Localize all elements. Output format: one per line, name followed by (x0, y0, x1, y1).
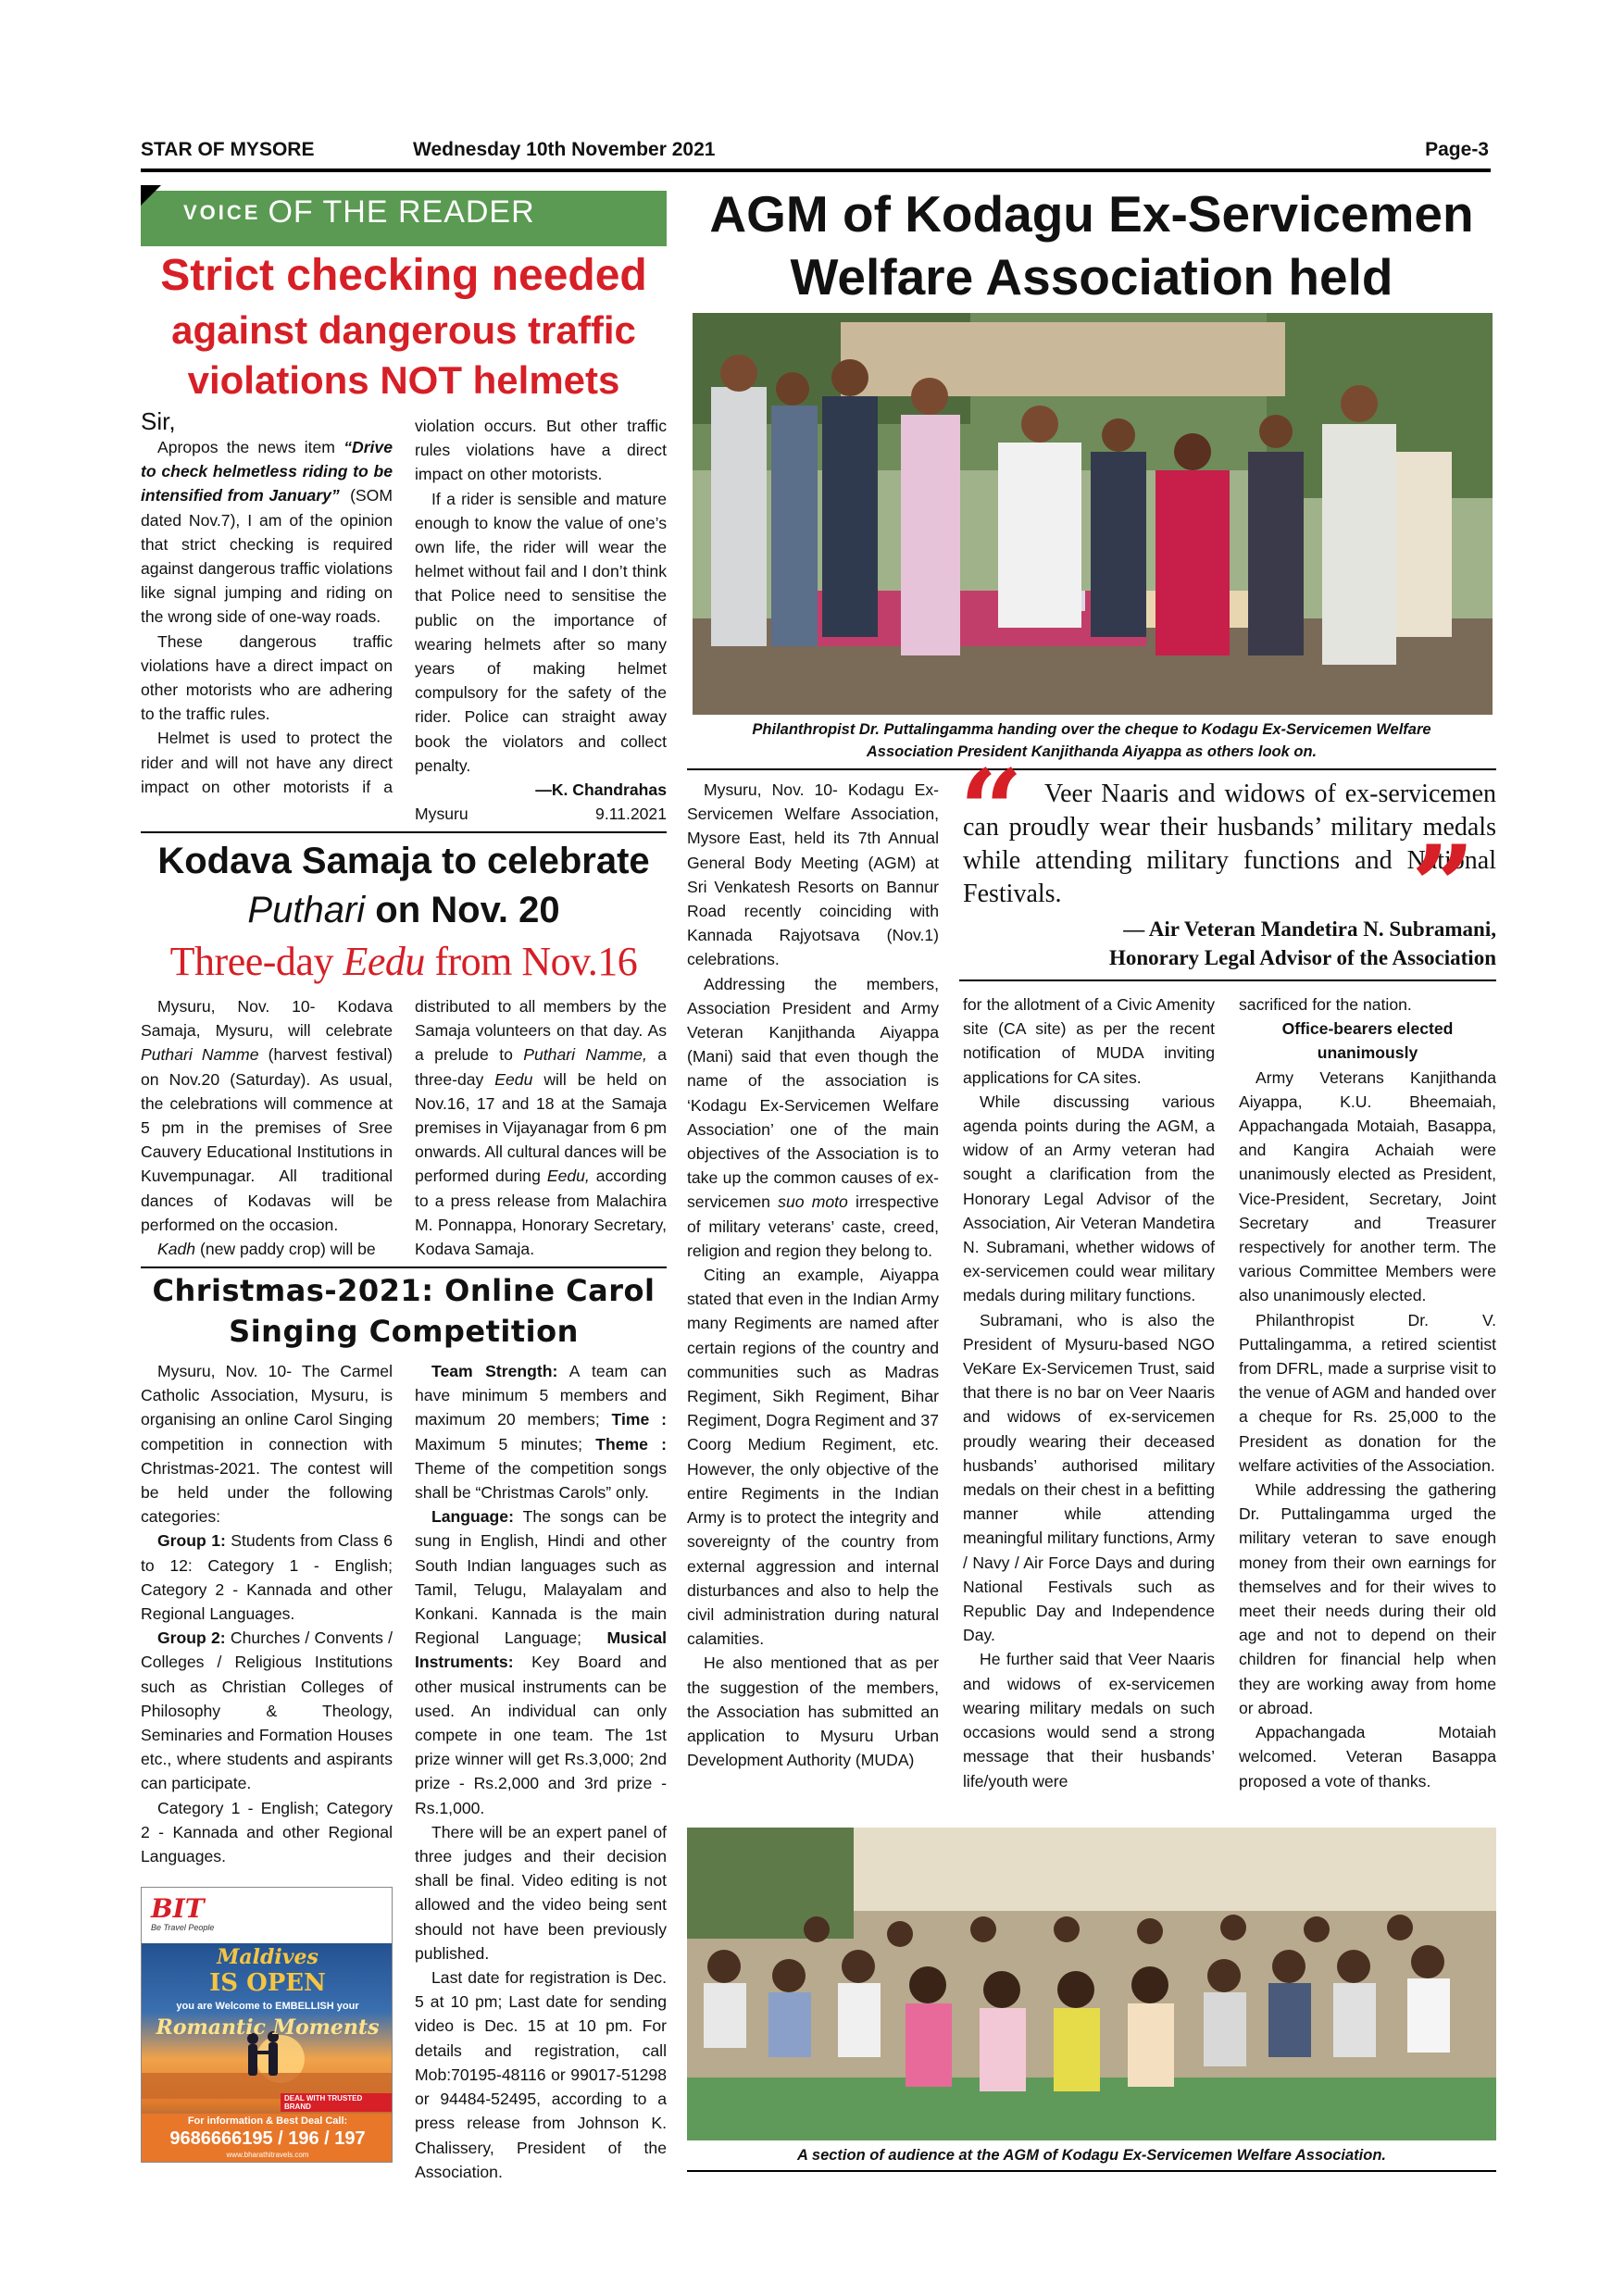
agm-c3-paragraph-3: Philanthropist Dr. V. Puttalingamma, a retired scientist from DFRL, made a surprise visit to the venue of AGM and handed over a cheque for Rs. 25,000 to the President as donation for the welfare activities of the Association. (1239, 1310, 1496, 1475)
ad-trust-badge: DEAL WITH TRUSTED BRAND (281, 2093, 392, 2112)
kodava-subheadline: Three-day Eedu from Nov.16 (169, 939, 638, 984)
agm-column-2 (963, 992, 1215, 1793)
kodava-paragraph-2: distributed to all members by the Samaja volunteers on that day. As a prelude to Puthari Namme, a three-day Eedu will be held on Nov.16, 17 and 18 at the Samaja premises in Vijayanagar from 6 pm onwards. All cultural dances will be performed during Eedu, according to a press release from Malachira M. Ponnappa, Honorary Secretary, Kodava Samaja. (415, 997, 667, 1259)
voice-banner-label (183, 194, 535, 231)
ad-line-3: you are Welcome to EMBELLISH your (176, 2001, 359, 2012)
letter-footer (415, 802, 667, 826)
agm-column-3 (1239, 992, 1496, 1793)
agm-c2-paragraph-4: He further said that Veer Naaris and widows of ex-servicemen wearing military medals on such occasions would send a strong message that their husbands’ life/youth were (963, 1650, 1215, 1791)
carol-categories: Category 1 - English; Category 2 - Kannada and other Regional Languages. (141, 1798, 393, 1866)
section-divider (141, 831, 667, 833)
carol-column-2 (415, 1359, 667, 2184)
agm-c2-paragraph-2: While discussing various agenda points during the AGM, a widow of an Army veteran had sought a clarification from the Honorary Legal Advisor of the Association, Air Veteran Mandetira N. Subramani, whether widows of ex-servicemen could wear military medals during military functions. (963, 1092, 1215, 1305)
agm-c3-subhead-2: unanimously (1317, 1043, 1418, 1063)
letter-headline-1: Strict checking needed (160, 251, 647, 300)
kodava-column-2 (415, 994, 667, 1261)
carol-paragraph-1: Mysuru, Nov. 10- The Carmel Catholic Association, Mysuru, is organising an online Carol Singing competition in connection with Christmas-2021. The contest will be held under the following categories: (141, 1362, 393, 1527)
carol-rules: Team Strength: A team can have minimum 5 members and maximum 20 members; Time : Maximum 5 minutes; Theme : Theme of the competition songs shall be “Christmas Carols” only. (415, 1362, 667, 1503)
quote-by-line-1: — Air Veteran Mandetira N. Subramani, (1123, 917, 1496, 941)
agm-c2-paragraph-1: for the allotment of a Civic Amenity site (CA site) as per the recent notification of MUDA inviting applications for CA sites. (963, 995, 1215, 1087)
letter-headline-3: violations NOT helmets (187, 358, 620, 402)
letter-paragraph-4: If a rider is sensible and mature enough to know the value of one’s own life, the rider will wear the helmet without fail and I don’t think that Police need to sensitise the public on the importance of wearing helmets after so many years of making helmet compulsory for the safety of the rider. Police can straight away book the violators and collect penalty. (415, 489, 667, 775)
kodava-headline-1: Kodava Samaja to celebrate (157, 841, 650, 881)
letter-continuation: violation occurs. But other traffic rules violations have a direct impact on other motorists. (415, 417, 667, 484)
letter-headline-2: against dangerous traffic (171, 308, 636, 352)
voice-banner-corner (141, 185, 161, 206)
letter-paragraph-2: These dangerous traffic violations have a direct impact on other motorists who are adhering to the traffic rules. (141, 631, 393, 724)
audience-photo-caption: A section of audience at the AGM of Kodagu Ex-Servicemen Welfare Association. (797, 2147, 1386, 2164)
issue-date: Wednesday 10th November 2021 (413, 139, 716, 160)
letter-column-2 (415, 414, 667, 826)
quote-by-line-2: Honorary Legal Advisor of the Association (1108, 946, 1496, 969)
quote-rule (959, 980, 1496, 981)
agm-c3-paragraph-1: sacrificed for the nation. (1239, 995, 1412, 1014)
travel-advertisement[interactable] (141, 1887, 393, 2163)
letter-column-1 (141, 407, 393, 798)
agm-c1-paragraph-4: He also mentioned that as per the suggestion of the members, the Association has submitted an application to Mysuru Urban Development Authority (MUDA) (687, 1653, 939, 1770)
carol-group-2: Group 2: Churches / Convents / Colleges / Religious Institutions such as Christian Colleges of Philosophy & Theology, Seminaries and Formation Houses etc., where students and aspirants can participate. (141, 1628, 393, 1793)
agm-photo-audience (687, 1828, 1496, 2140)
agm-photo-cheque (693, 313, 1493, 715)
ad-line-1: Maldives (217, 1945, 319, 1969)
quote-attribution (959, 915, 1496, 972)
section-divider-2 (141, 1267, 667, 1268)
agm-photo-caption (687, 718, 1496, 763)
voice-label-rest: OF THE READER (268, 194, 535, 230)
letter-salutation: Sir, (141, 407, 176, 435)
agm-c1-paragraph-2: Addressing the members, Association President and Army Veteran Kanjithanda Aiyappa (Mani) said that even though the name of the association is ‘Kodagu Ex-Servicemen Welfare Association’ one of the main objectives of the Association is to take up the common causes of ex-servicemen suo moto irrespective of military veterans’ caste, creed, religion and region they belong to. (687, 974, 939, 1260)
ad-phone[interactable]: 9686666195 / 196 / 197 (169, 2128, 366, 2149)
ad-brand-logo: BIT (151, 1893, 205, 1924)
letter-signature: —K. Chandrahas (535, 780, 667, 800)
ad-website[interactable]: www.bharathitravels.com (226, 2151, 309, 2159)
photo-audience-illustration (687, 1828, 1496, 2140)
agm-headline-1: AGM of Kodagu Ex-Servicemen (709, 185, 1474, 243)
agm-c3-paragraph-2: Army Veterans Kanjithanda Aiyappa, K.U. Bheemaiah, Appachangada Motaiah, Basappa, and Kangira Achaiah were unanimously elected as President, Vice-President, Secretary, Joint Secretary and Treasurer respectively for another term. The various Committee Members were also unanimously elected. (1239, 1067, 1496, 1305)
voice-label-bold: VOICE (183, 201, 261, 224)
ad-call-label: For information & Best Deal Call: (187, 2115, 348, 2127)
carol-judges: There will be an expert panel of three judges and their decision shall be final. Video editing is not allowed and the video being sent should not have been previously published. (415, 1822, 667, 1963)
ad-line-4: Romantic Moments (156, 2015, 380, 2040)
agm-c3-paragraph-4: While addressing the gathering Dr. Puttalingamma urged the military veteran to save enough money from their own earnings for themselves and for their wives to meet their needs during their old age and not to depend on their children for financial help when they are working away from home or abroad. (1239, 1480, 1496, 1717)
agm-c1-paragraph-3: Citing an example, Aiyappa stated that even in the Indian Army many Regiments are named after certain regions of the country and communities such as Madras Regiment, Sikh Regiment, Bihar Regiment, Dogra Regiment and 37 Coorg Medium Regiment, etc. However, the only objective of the entire Regiments in the Indian Army is to protect the integrity and sovereignty of the country from external aggression and internal disturbances and also to help the civil administration during natural calamities. (687, 1266, 939, 1649)
letter-place: Mysuru (415, 805, 468, 824)
letter-date: 9.11.2021 (595, 805, 667, 824)
carol-group-1: Group 1: Students from Class 6 to 12: Category 1 - English; Category 2 - Kannada and other Regional Languages. (141, 1531, 393, 1624)
caption-line-1: Philanthropist Dr. Puttalingamma handing over the cheque to Kodagu Ex-Servicemen Welfare (752, 721, 1431, 738)
agm-c2-paragraph-3: Subramani, who is also the President of Mysuru-based NGO VeKare Ex-Servicemen Trust, said that there is no bar on Veer Naaris and widows of ex-servicemen proudly wearing their deceased husbands’ authorised military medals on their chest in a befitting manner while attending meaningful military functions, Army / Navy / Air Force Days and during National Festivals such as Republic Day and Independence Day. (963, 1310, 1215, 1645)
agm-c1-paragraph-1: Mysuru, Nov. 10- Kodagu Ex-Servicemen Welfare Association, Mysore East, held its 7th Annual General Body Meeting (AGM) at Sri Venkatesh Resorts on Bannur Road recently coinciding with Kannada Rajyotsava (Nov.1) celebrations. (687, 780, 939, 969)
pull-quote: Veer Naaris and widows of ex-servicemen can proudly wear their husbands’ military medals while attending military functions and National Festivals. (963, 780, 1496, 908)
kodava-paragraph-2-start: Kadh (new paddy crop) will be (157, 1240, 376, 1259)
carol-registration: Last date for registration is Dec. 5 at 10 pm; Last date for sending video is Dec. 15 at 10 pm. For details and registration, call Mob:70195-48116 or 99017-51298 or 94484-52495, according to a press release from Johnson K. Chalissery, President of the Association. (415, 1968, 667, 2181)
photo-cheque-illustration (693, 313, 1493, 715)
agm-column-1 (687, 778, 939, 1772)
letter-paragraph-1: Apropos the news item “Drive to check helmetless riding to be intensified from January” (SOM dated Nov.7), I am of the opinion that strict checking is required against dangerous traffic violations like signal jumping and riding on the wrong side of one-way roads. (141, 438, 393, 627)
newspaper-name: STAR OF MYSORE (141, 139, 315, 160)
kodava-headline-2: Puthari on Nov. 20 (247, 890, 560, 930)
agm-c3-subhead-1: Office-bearers elected (1281, 1019, 1454, 1039)
ad-brand-tagline: Be Travel People (151, 1923, 215, 1932)
kodava-paragraph-1: Mysuru, Nov. 10- Kodava Samaja, Mysuru, will celebrate Puthari Namme (harvest festival) on Nov.20 (Saturday). As usual, the celebrations will commence at 5 pm in the premises of Sree Cauvery Educational Institutions in Kuvempunagar. All traditional dances of Kodavas will be performed on the occasion. (141, 997, 393, 1234)
header-rule (141, 168, 1491, 172)
caption-line-2: Association President Kanjithanda Aiyappa as others look on. (866, 743, 1318, 760)
quote-close-mark: ” (1411, 821, 1476, 952)
kodava-column-1 (141, 994, 393, 1261)
quote-open-mark: “ (959, 745, 1024, 876)
carol-column-1 (141, 1359, 393, 1868)
bottom-caption-rule (687, 2170, 1496, 2172)
carol-headline-2: Singing Competition (229, 1314, 579, 1349)
page-number: Page-3 (1425, 139, 1489, 160)
agm-c3-paragraph-5: Appachangada Motaiah welcomed. Veteran Basappa proposed a vote of thanks. (1239, 1723, 1496, 1791)
agm-headline-2: Welfare Association held (790, 248, 1393, 306)
ad-line-2: IS OPEN (209, 1969, 326, 1997)
letter-paragraph-3: Helmet is used to protect the rider and will not have any direct impact on other motorists if a (141, 729, 393, 796)
caption-rule (687, 768, 1496, 770)
carol-language: Language: The songs can be sung in English, Hindi and other South Indian languages such as Tamil, Telugu, Malayalam and Konkani. Kannada is the main Regional Language; Musical Instruments: Key Board and other musical instruments can be used. An individual can only compete in one team. The 1st prize winner will get Rs.3,000; 2nd prize - Rs.2,000 and 3rd prize - Rs.1,000. (415, 1507, 667, 1817)
carol-headline-1: Christmas-2021: Online Carol (152, 1273, 656, 1308)
